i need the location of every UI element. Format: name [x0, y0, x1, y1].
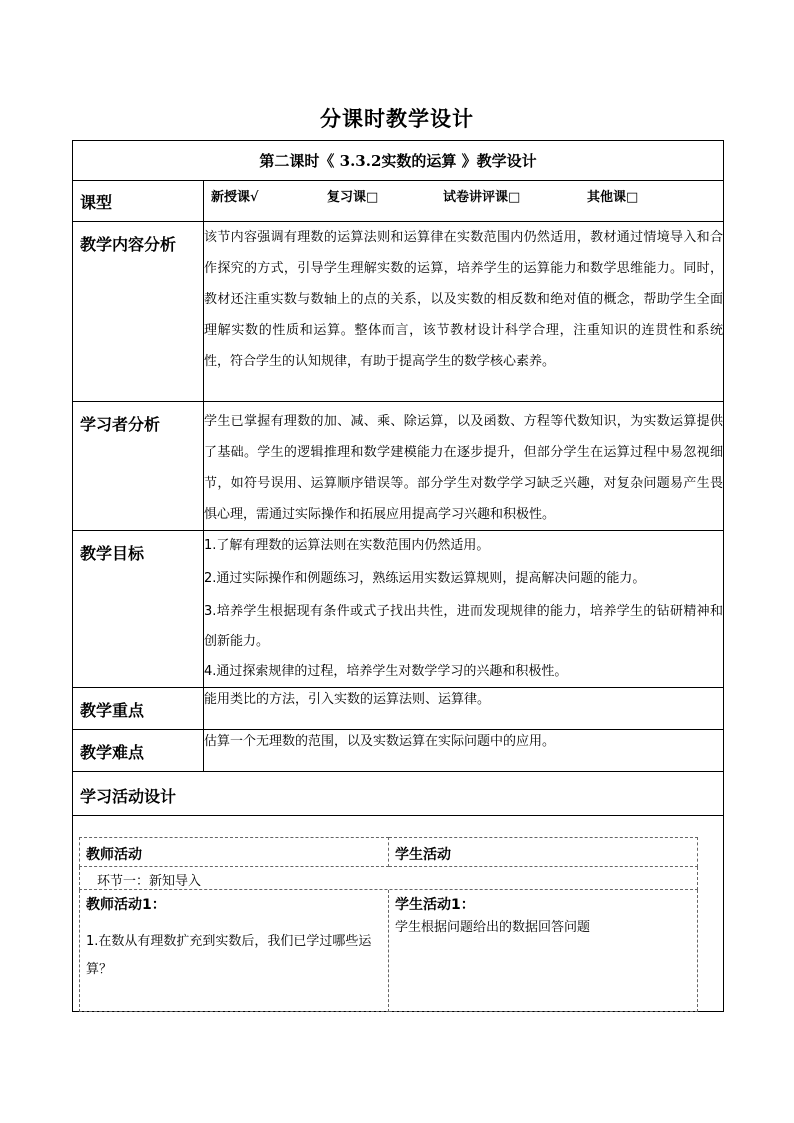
student-activity-header: 学生活动 [389, 837, 698, 867]
segment-label: 环节一：新知导入 [79, 867, 698, 890]
teacher-activity-title: 教师活动1： [86, 897, 166, 913]
objective-item: 1.了解有理数的运算法则在实数范围内仍然适用。 [204, 538, 490, 553]
activity-design-cell [73, 816, 724, 1012]
course-type-option-other: 其他课□ [587, 190, 639, 205]
objectives-list [204, 531, 724, 688]
student-activity-title: 学生活动1： [395, 897, 475, 913]
content-analysis-text: 该节内容强调有理数的运算法则和运算律在实数范围内仍然适用，教材通过情境导入和合作探究的方式，引导学生理解实数的运算，培养学生的运算能力和数学思维能力。同时，教材还注重实数与数轴上的点的关系，以及实数的相反数和绝对值的概念，帮助学生全面理解实数的性质和运算。整体而言，该节教材设计科学合理，注重知识的连贯性和系统性，符合学生的认知规律，有助于提高学生的数学核心素养。 [204, 222, 724, 402]
learner-analysis-text: 学生已掌握有理数的加、减、乘、除运算，以及函数、方程等代数知识，为实数运算提供了基础。学生的逻辑推理和数学建模能力在逐步提升，但部分学生在运算过程中易忽视细节，如符号误用、运算顺序错误等。部分学生对数学学习缺乏兴趣，对复杂问题易产生畏惧心理，需通过实际操作和拓展应用提高学习兴趣和积极性。 [204, 402, 724, 531]
activity-table [79, 837, 698, 1012]
course-type-option-new: 新授课√ [211, 190, 259, 205]
course-type-label: 课型 [73, 181, 204, 222]
difficulties-label: 教学难点 [73, 730, 204, 772]
course-type-option-exam-review: 试卷讲评课□ [443, 190, 521, 205]
teacher-activity-cell [79, 890, 389, 1012]
lesson-plan-table [72, 140, 724, 1012]
teacher-activity-header: 教师活动 [79, 837, 389, 867]
document-title: 分课时教学设计 [320, 106, 474, 131]
course-type-options [204, 181, 723, 205]
difficulties-text: 估算一个无理数的范围，以及实数运算在实际问题中的应用。 [204, 730, 724, 772]
student-activity-text: 学生根据问题给出的数据回答问题 [395, 920, 591, 935]
learner-analysis-label: 学习者分析 [73, 402, 204, 531]
objective-item: 2.通过实际操作和例题练习，熟练运用实数运算规则，提高解决问题的能力。 [204, 571, 646, 586]
lesson-title: 第二课时《 3.3.2实数的运算 》教学设计 [73, 141, 724, 181]
objective-item: 3.培养学生根据现有条件或式子找出共性，进而发现规律的能力，培养学生的钻研精神和创新能力。 [204, 604, 724, 649]
objective-item: 4.通过探索规律的过程，培养学生对数学学习的兴趣和积极性。 [204, 664, 568, 679]
teacher-activity-text: 1.在数从有理数扩充到实数后，我们已学过哪些运算？ [86, 934, 372, 977]
key-points-label: 教学重点 [73, 688, 204, 730]
key-points-text: 能用类比的方法，引入实数的运算法则、运算律。 [204, 688, 724, 730]
activity-design-label: 学习活动设计 [73, 772, 724, 816]
student-activity-cell [389, 890, 698, 1012]
content-analysis-label: 教学内容分析 [73, 222, 204, 402]
objectives-label: 教学目标 [73, 531, 204, 688]
course-type-option-review: 复习课□ [327, 190, 379, 205]
course-type-cell [204, 181, 724, 222]
